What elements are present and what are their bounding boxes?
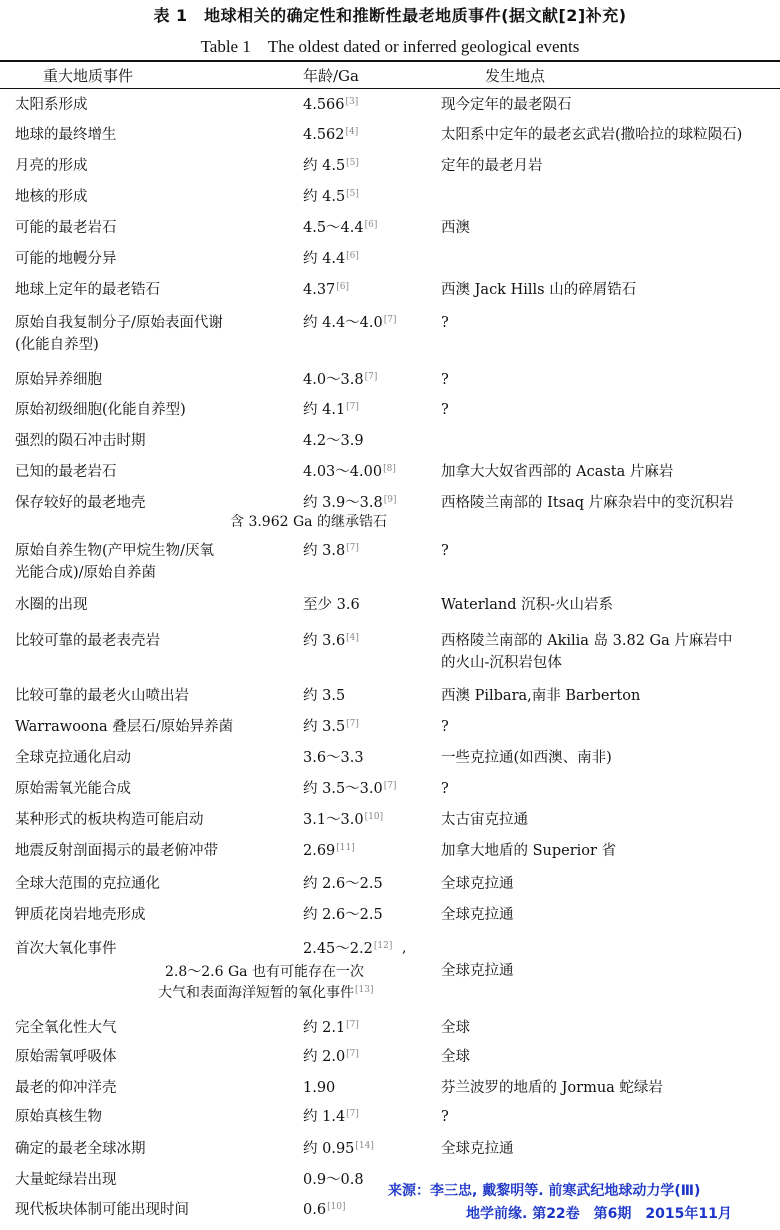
goe-note-comma: ,	[402, 940, 407, 956]
event-cell	[15, 461, 117, 483]
age-value: 2.69	[303, 843, 336, 859]
event-text: 确定的最老全球冰期	[15, 1141, 146, 1157]
event-cell	[15, 186, 88, 208]
event-text: 已知的最老岩石	[15, 464, 117, 480]
event-text: 月亮的形成	[15, 158, 88, 174]
location-text: 一些克拉通(如西澳、南非)	[441, 750, 612, 766]
event-cell	[15, 1199, 189, 1221]
event-cell	[15, 1106, 102, 1128]
location-text: 西澳 Pilbara,南非 Barberton	[441, 688, 641, 704]
reference-mark: [7]	[346, 1020, 359, 1030]
age-value: 2.45～2.2	[303, 941, 373, 957]
event-text: 原始需氧呼吸体	[15, 1049, 117, 1065]
event-cell	[15, 279, 160, 301]
reference-mark: [7]	[346, 402, 359, 412]
location-cell	[441, 716, 449, 738]
age-cell	[303, 1199, 346, 1221]
location-text: 西格陵兰南部的 Itsaq 片麻杂岩中的变沉积岩	[441, 495, 734, 511]
age-value: 3.1～3.0	[303, 812, 364, 828]
age-cell	[303, 840, 355, 862]
location-text: ?	[441, 543, 449, 559]
event-text: 原始需氧光能合成	[15, 781, 131, 797]
reference-mark: [8]	[383, 464, 396, 474]
location-cell	[441, 124, 742, 146]
event-cell	[15, 594, 88, 616]
event-text: 强烈的陨石冲击时期	[15, 433, 146, 449]
location-cell	[441, 279, 636, 301]
location-text: 定年的最老月岩	[441, 158, 543, 174]
location-text: 全球克拉通	[441, 907, 514, 923]
age-value: 约 3.9～3.8	[303, 495, 383, 511]
event-text: 钾质花岗岩地壳形成	[15, 907, 146, 923]
age-value: 4.5～4.4	[303, 220, 364, 236]
location-cell	[441, 399, 449, 421]
location-text: ?	[441, 719, 449, 735]
location-cell	[441, 1106, 449, 1128]
age-cell	[303, 492, 396, 514]
event-cell	[15, 248, 117, 270]
age-value: 约 2.6～2.5	[303, 876, 383, 892]
location-cell	[441, 155, 543, 177]
reference-mark: [14]	[355, 1141, 374, 1151]
event-text: 全球克拉通化启动	[15, 750, 131, 766]
header-rule	[0, 88, 780, 89]
reference-mark: [7]	[346, 543, 359, 553]
event-cell	[15, 809, 204, 831]
location-cell	[441, 747, 612, 769]
age-value: 约 4.1	[303, 402, 346, 418]
location-text: 的火山-沉积岩包体	[441, 655, 562, 671]
event-text: 现代板块体制可能出现时间	[15, 1202, 189, 1218]
age-cell	[303, 1046, 359, 1068]
location-cell	[441, 904, 514, 926]
age-value: 约 3.8	[303, 543, 346, 559]
location-cell	[441, 840, 616, 862]
location-cell	[441, 461, 673, 483]
goe-note-line2	[158, 983, 373, 1003]
location-cell	[441, 960, 514, 982]
age-value: 4.37	[303, 282, 336, 298]
age-cell	[303, 1138, 374, 1160]
age-value: 0.6	[303, 1202, 327, 1218]
age-cell	[303, 399, 359, 421]
age-value: 4.0～3.8	[303, 372, 364, 388]
age-value: 约 2.6～2.5	[303, 907, 383, 923]
age-cell	[303, 778, 396, 800]
header-location: 发生地点	[485, 67, 546, 85]
location-text: 全球克拉通	[441, 1141, 514, 1157]
location-text: Waterland 沉积-火山岩系	[441, 597, 614, 613]
reference-mark: [5]	[346, 158, 359, 168]
location-text: 芬兰波罗的地盾的 Jormua 蛇绿岩	[441, 1080, 663, 1096]
age-cell	[303, 1169, 364, 1191]
age-value: 约 3.6	[303, 633, 346, 649]
location-cell	[441, 1046, 470, 1068]
location-cell	[441, 594, 613, 616]
event-text: 可能的地幔分异	[15, 251, 117, 267]
location-text: 西澳 Jack Hills 山的碎屑锆石	[441, 282, 637, 298]
age-value: 1.90	[303, 1080, 336, 1096]
location-text: 加拿大大奴省西部的 Acasta 片麻岩	[441, 464, 674, 480]
header-age: 年龄/Ga	[303, 67, 359, 85]
reference-mark: [7]	[383, 781, 397, 791]
age-value: 4.566	[303, 97, 345, 113]
event-cell	[15, 685, 189, 707]
event-cell	[15, 778, 131, 800]
age-value: 约 1.4	[303, 1109, 346, 1125]
event-text: 原始真核生物	[15, 1109, 102, 1125]
location-text: 全球	[441, 1020, 470, 1036]
reference-mark: [7]	[383, 315, 397, 325]
location-cell	[441, 630, 732, 674]
event-cell	[15, 312, 223, 356]
event-text: 太阳系形成	[15, 97, 88, 113]
reference-mark: [9]	[383, 495, 397, 505]
location-cell	[441, 809, 528, 831]
event-cell	[15, 124, 117, 146]
event-cell	[15, 630, 160, 652]
age-cell	[303, 716, 359, 738]
zircon-note: 含 3.962 Ga 的继承锆石	[230, 514, 387, 530]
age-cell	[303, 873, 383, 895]
location-text: 太古宙克拉通	[441, 812, 528, 828]
location-cell	[441, 1017, 470, 1039]
reference-mark: [11]	[336, 843, 355, 853]
reference-mark: [7]	[346, 1109, 359, 1119]
location-cell	[441, 685, 640, 707]
reference-mark: [4]	[345, 127, 359, 137]
event-cell	[15, 430, 146, 452]
age-cell	[303, 186, 359, 208]
event-text: 地震反射剖面揭示的最老俯冲带	[15, 843, 218, 859]
age-cell	[303, 430, 364, 452]
reference-mark: [7]	[346, 719, 359, 729]
event-text: 保存较好的最老地壳	[15, 495, 146, 511]
location-text: ?	[441, 781, 449, 797]
age-value: 约 4.5	[303, 158, 346, 174]
age-cell	[303, 461, 396, 483]
location-text: 西澳	[441, 220, 470, 236]
event-text: 大量蛇绿岩出现	[15, 1172, 117, 1188]
event-text: Warrawoona 叠层石/原始异养菌	[15, 719, 234, 735]
age-cell	[303, 938, 392, 960]
event-text: 全球大范围的克拉通化	[15, 876, 160, 892]
event-text: 最老的仰冲洋壳	[15, 1080, 117, 1096]
event-text: (化能自养型)	[15, 337, 99, 353]
age-value: 4.03～4.00	[303, 464, 383, 480]
event-cell	[15, 399, 186, 421]
location-cell	[441, 369, 449, 391]
event-text: 原始自养生物(产甲烷生物/厌氧	[15, 543, 215, 559]
age-value: 约 2.1	[303, 1020, 346, 1036]
age-value: 3.6～3.3	[303, 750, 364, 766]
goe-note-text: 大气和表面海洋短暂的氧化事件	[158, 985, 354, 1001]
location-cell	[441, 217, 470, 239]
age-value: 约 4.4～4.0	[303, 315, 383, 331]
event-cell	[15, 904, 146, 926]
reference-mark: [5]	[346, 189, 359, 199]
location-text: ?	[441, 372, 449, 388]
location-text: 现今定年的最老陨石	[441, 97, 572, 113]
event-cell	[15, 1017, 117, 1039]
age-value: 约 2.0	[303, 1049, 346, 1065]
location-text: 全球克拉通	[441, 963, 514, 979]
goe-note-ref: [13]	[355, 985, 374, 995]
source-line1: 来源：李三忠, 戴黎明等. 前寒武纪地球动力学(Ⅲ)	[388, 1183, 701, 1199]
age-cell	[303, 1077, 335, 1099]
age-cell	[303, 369, 377, 391]
location-cell	[441, 492, 734, 514]
age-value: 至少 3.6	[303, 597, 360, 613]
event-text: 地球的最终增生	[15, 127, 117, 143]
reference-mark: [6]	[364, 220, 378, 230]
age-cell	[303, 279, 349, 301]
event-cell	[15, 1046, 117, 1068]
age-cell	[303, 540, 359, 562]
age-cell	[303, 685, 345, 707]
age-cell	[303, 747, 364, 769]
age-value: 4.562	[303, 127, 345, 143]
location-text: 全球	[441, 1049, 470, 1065]
age-cell	[303, 312, 396, 334]
location-text: ?	[441, 1109, 449, 1125]
age-value: 约 3.5～3.0	[303, 781, 383, 797]
event-cell	[15, 938, 117, 960]
location-text: ?	[441, 402, 449, 418]
reference-mark: [4]	[346, 633, 359, 643]
event-cell	[15, 747, 131, 769]
event-cell	[15, 155, 88, 177]
reference-mark: [3]	[345, 97, 359, 107]
event-cell	[15, 1077, 117, 1099]
location-text: 西格陵兰南部的 Akilia 岛 3.82 Ga 片麻岩中	[441, 633, 733, 649]
reference-mark: [7]	[346, 1049, 359, 1059]
location-cell	[441, 873, 514, 895]
event-text: 完全氧化性大气	[15, 1020, 117, 1036]
location-cell	[441, 778, 449, 800]
age-cell	[303, 594, 360, 616]
age-value: 约 4.4	[303, 251, 346, 267]
event-cell	[15, 1138, 146, 1160]
reference-mark: [12]	[373, 941, 393, 951]
location-cell	[441, 540, 449, 562]
location-cell	[441, 94, 572, 116]
event-text: 某种形式的板块构造可能启动	[15, 812, 204, 828]
event-text: 可能的最老岩石	[15, 220, 117, 236]
event-text: 首次大氧化事件	[15, 941, 117, 957]
age-cell	[303, 1017, 359, 1039]
reference-mark: [6]	[336, 282, 350, 292]
event-text: 地核的形成	[15, 189, 88, 205]
event-text: 原始异养细胞	[15, 372, 102, 388]
event-cell	[15, 94, 88, 116]
event-text: 原始自我复制分子/原始表面代谢	[15, 315, 223, 331]
event-cell	[15, 492, 146, 514]
source-line2: 地学前缘. 第22卷 第6期 2015年11月	[466, 1206, 732, 1222]
age-cell	[303, 248, 359, 270]
age-cell	[303, 94, 358, 116]
event-cell	[15, 540, 214, 584]
location-text: ?	[441, 315, 449, 331]
reference-mark: [10]	[327, 1202, 346, 1212]
table-title-en: Table 1 The oldest dated or inferred geological events	[200, 37, 580, 56]
age-cell	[303, 904, 383, 926]
event-cell	[15, 716, 233, 738]
location-cell	[441, 1138, 514, 1160]
event-text: 水圈的出现	[15, 597, 88, 613]
location-text: 全球克拉通	[441, 876, 514, 892]
goe-note-line1: 2.8～2.6 Ga 也有可能存在一次	[165, 964, 364, 980]
event-text: 光能合成)/原始自养菌	[15, 565, 157, 581]
age-cell	[303, 124, 358, 146]
age-cell	[303, 155, 359, 177]
location-text: 加拿大地盾的 Superior 省	[441, 843, 617, 859]
age-value: 约 4.5	[303, 189, 346, 205]
header-event: 重大地质事件	[43, 67, 134, 85]
event-text: 比较可靠的最老表壳岩	[15, 633, 160, 649]
age-value: 0.9～0.8	[303, 1172, 364, 1188]
event-cell	[15, 840, 218, 862]
location-text: 太阳系中定年的最老玄武岩(撒哈拉的球粒陨石)	[441, 127, 743, 143]
age-cell	[303, 630, 359, 652]
age-cell	[303, 809, 383, 831]
location-cell	[441, 1077, 663, 1099]
event-text: 比较可靠的最老火山喷出岩	[15, 688, 189, 704]
reference-mark: [6]	[346, 251, 359, 261]
age-cell	[303, 217, 377, 239]
event-cell	[15, 873, 160, 895]
age-value: 约 3.5	[303, 719, 346, 735]
top-rule	[0, 60, 780, 62]
event-cell	[15, 217, 117, 239]
reference-mark: [10]	[364, 812, 384, 822]
event-cell	[15, 369, 102, 391]
location-cell	[441, 312, 449, 334]
age-cell	[303, 1106, 359, 1128]
event-text: 地球上定年的最老锆石	[15, 282, 160, 298]
reference-mark: [7]	[364, 372, 378, 382]
table-title-cn: 表 1 地球相关的确定性和推断性最老地质事件(据文献[2]补充)	[153, 6, 627, 25]
event-cell	[15, 1169, 117, 1191]
age-value: 约 0.95	[303, 1141, 355, 1157]
event-text: 原始初级细胞(化能自养型)	[15, 402, 186, 418]
age-value: 约 3.5	[303, 688, 346, 704]
age-value: 4.2～3.9	[303, 433, 364, 449]
